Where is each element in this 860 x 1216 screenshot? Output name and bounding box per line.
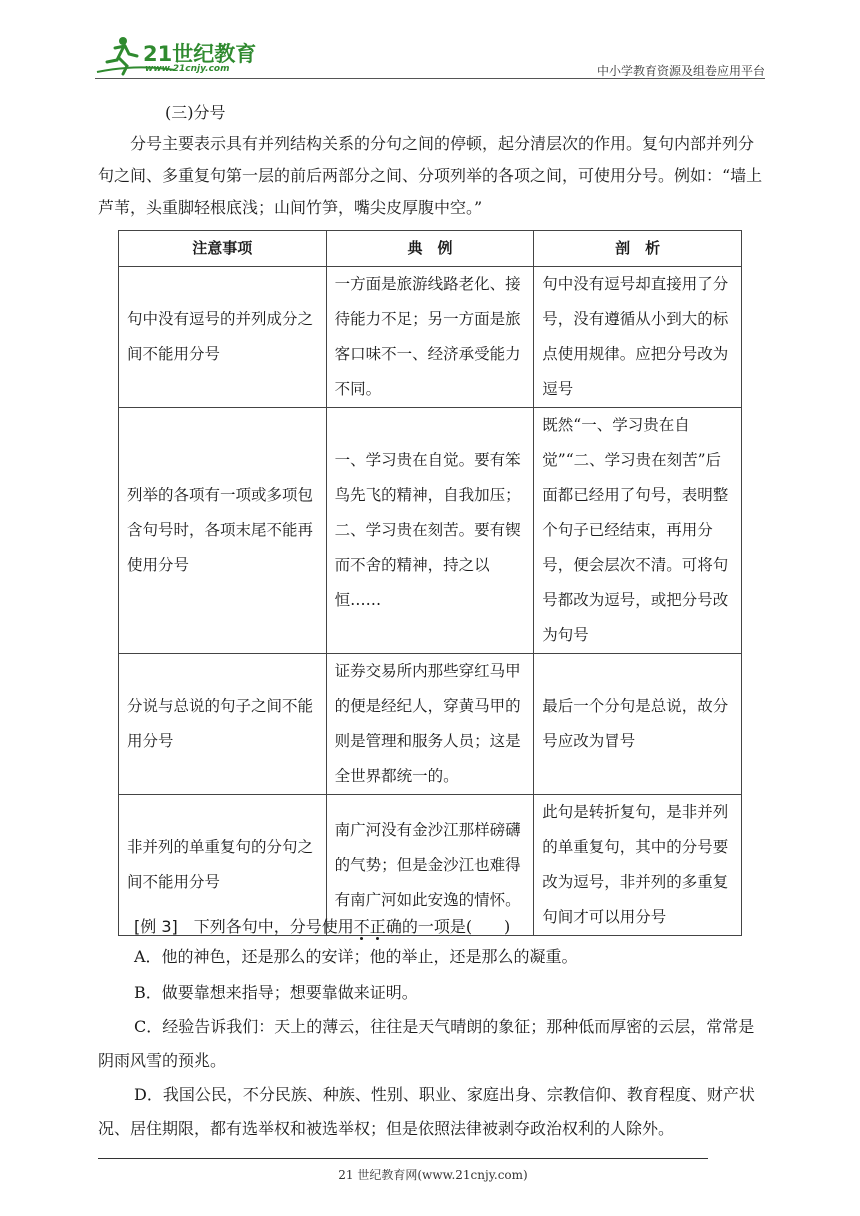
table-row — [119, 267, 742, 408]
footer-divider — [98, 1158, 708, 1159]
cell-note: 列举的各项有一项或多项包含句号时，各项末尾不能再使用分号 — [119, 408, 327, 654]
header-note: 注意事项 — [119, 231, 327, 267]
question-tag: [例 3] — [134, 917, 178, 936]
table-row — [119, 654, 742, 795]
section-title: (三)分号 — [165, 103, 226, 122]
header-divider — [95, 78, 765, 79]
table-header-row — [119, 231, 742, 267]
cell-example: 一、学习贵在自觉。要有笨鸟先飞的精神，自我加压；二、学习贵在刻苦。要有锲而不舍的精神，持之以恒…… — [326, 408, 534, 654]
page-header — [95, 28, 765, 80]
cell-note: 非并列的单重复句的分句之间不能用分号 — [119, 795, 327, 936]
intro-paragraph: 分号主要表示具有并列结构关系的分句之间的停顿，起分清层次的作用。复句内部并列分句之间、多重复句第一层的前后两部分之间、分项列举的各项之间，可使用分号。例如：“墙上芦苇，头重脚轻根底浅；山间竹笋，嘴尖皮厚腹中空。” — [98, 134, 763, 217]
cell-analysis: 此句是转折复句，是非并列的单重复句，其中的分号要改为逗号，非并列的多重复句间才可以用分号 — [534, 795, 742, 936]
cell-analysis: 既然“一、学习贵在自觉”“二、学习贵在刻苦”后面都已经用了句号，表明整个句子已经结束，再用分号，便会层次不清。可将句号都改为逗号，或把分号改为句号 — [534, 408, 742, 654]
emphasis-char: 不 — [353, 917, 370, 936]
emphasis-char: 正 — [369, 917, 386, 936]
header-analysis: 剖 析 — [534, 231, 742, 267]
brand-name: 21世纪教育 — [143, 42, 257, 66]
table-row — [119, 408, 742, 654]
option-c: C．经验告诉我们：天上的薄云，往往是天气晴朗的象征；那种低而厚密的云层，常常是阴雨风雪的预兆。 — [98, 1017, 755, 1070]
question-stem-text: 下列各句中，分号使用 — [177, 917, 354, 936]
option-a: A．他的神色，还是那么的安详；他的举止，还是那么的凝重。 — [134, 947, 578, 966]
cell-example: 证券交易所内那些穿红马甲的便是经纪人，穿黄马甲的则是管理和服务人员；这是全世界都统一的。 — [326, 654, 534, 795]
semicolon-rules-table — [118, 230, 742, 936]
option-d: D．我国公民，不分民族、种族、性别、职业、家庭出身、宗教信仰、教育程度、财产状况、居住期限，都有选举权和被选举权；但是依照法律被剥夺政治权利的人除外。 — [98, 1085, 755, 1138]
option-b: B．做要靠想来指导；想要靠做来证明。 — [134, 983, 418, 1002]
cell-analysis: 最后一个分句是总说，故分号应改为冒号 — [534, 654, 742, 795]
header-example: 典 例 — [326, 231, 534, 267]
question-stem-end: 确的一项是( ) — [385, 917, 511, 936]
cell-example: 一方面是旅游线路老化、接待能力不足；另一方面是旅客口味不一、经济承受能力不同。 — [326, 267, 534, 408]
cell-note: 分说与总说的句子之间不能用分号 — [119, 654, 327, 795]
platform-label: 中小学教育资源及组卷应用平台 — [596, 64, 765, 78]
brand-url: www.21cnjy.com — [145, 64, 230, 74]
cell-analysis: 句中没有逗号却直接用了分号，没有遵循从小到大的标点使用规律。应把分号改为逗号 — [534, 267, 742, 408]
cell-note: 句中没有逗号的并列成分之间不能用分号 — [119, 267, 327, 408]
cell-example: 南广河没有金沙江那样磅礴的气势；但是金沙江也难得有南广河如此安逸的情怀。 — [326, 795, 534, 936]
question-stem — [134, 910, 510, 944]
footer-text: 21 世纪教育网(www.21cnjy.com) — [338, 1168, 528, 1182]
